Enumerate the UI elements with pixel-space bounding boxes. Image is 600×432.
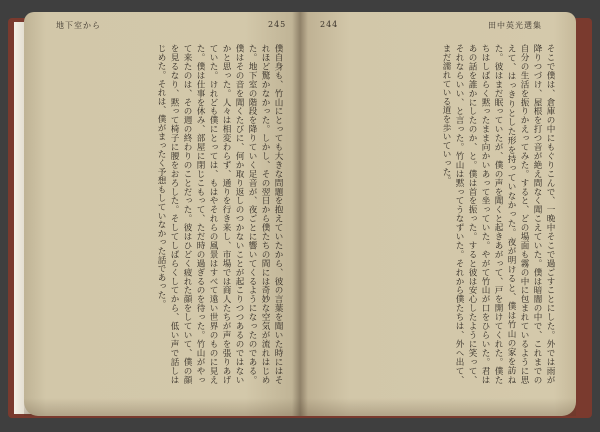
right-page-body: そこで僕は、倉庫の中にもぐりこんで、一晩中そこで過ごすことにした。外では雨が降りつづけ、屋根を打つ音が絶え間なく聞こえていた。僕は暗闇の中で、これまでの自分の生活を振りかえってみた。すると、どの場面も霧の中に包まれているように思えて、はっきりとした形を持っていなかった。夜が明けると、僕は竹山の家を訪ねた。彼はまだ眠っていたが、僕の声を聞くと起きあがって、戸を開けてくれた。僕たちはしばらく黙ったまま向かいあって坐っていた。やがて竹山が口をひらいた。君はあの話を誰かにしたのか、と。僕は首を振った。すると彼は安心したように笑って、それならいい、と言った。竹山は黙ってうなずいた。それから僕たちは、外へ出て、まだ濡れている道を歩いていった。 bbox=[441, 44, 555, 384]
left-page-body: 僕自身も、竹山にとっても大きな問題を抱えていたから、彼の言葉を聞いた時にはそれほど驚かなかった。しかし、その翌日から僕たちの間には奇妙な空気が流れはじめた。地下室の階段を降りていく足音が、夜ごとに響いてくるようになったのである。僕はその音を聞くたびに、何か取り返しのつかないことが起こりつつあるのではないかと思った。人々は相変わらず、通りを行き来し、市場では商人たちが声を張りあげていた。けれども僕にとっては、もはやそれらの風景はすべて遠い世界のものに見えた。僕は仕事を休み、部屋に閉じこもって、ただ時の過ぎるのを待った。竹山がやって来たのは、その週の終わりのことだった。彼はひどく疲れた顔をしていて、僕の顔を見るなり、黙って椅子に腰をおろした。そしてしばらくしてから、低い声で話しはじめた。それは、僕がまったく予想もしていなかった話であった。 bbox=[156, 44, 283, 384]
right-page-number: 244 bbox=[320, 20, 339, 29]
book-gutter bbox=[292, 12, 308, 416]
left-running-head: 地下室から bbox=[56, 21, 101, 30]
page-shadow bbox=[300, 398, 576, 416]
right-running-head: 田中英光選集 bbox=[488, 21, 542, 30]
page-shadow bbox=[24, 398, 300, 416]
left-page-number: 245 bbox=[268, 20, 287, 29]
